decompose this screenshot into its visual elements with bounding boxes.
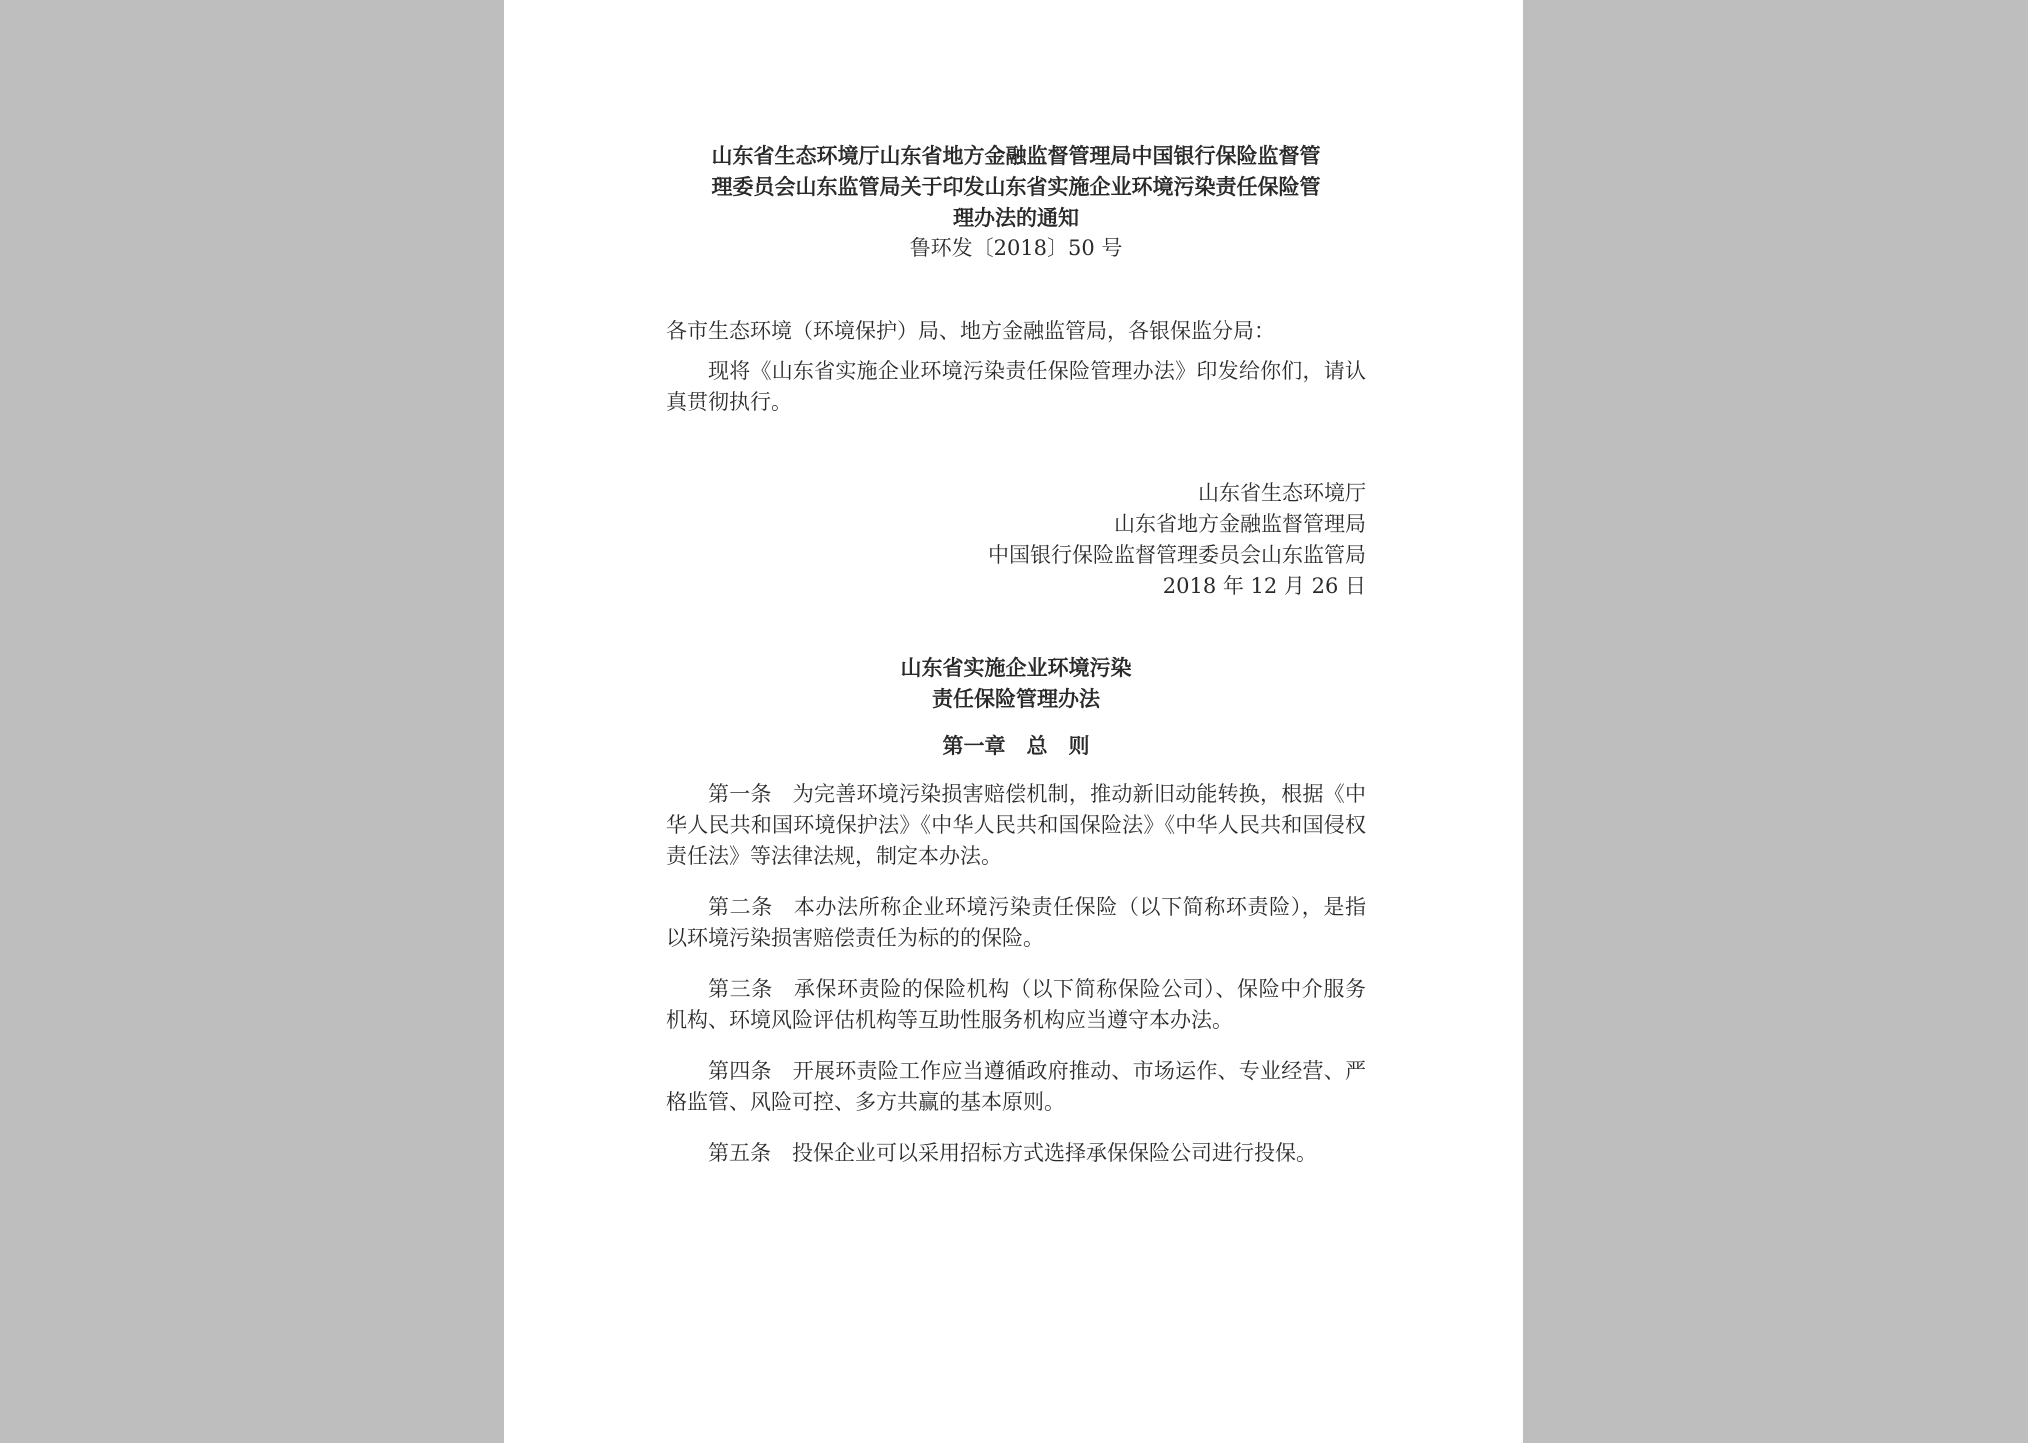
measures-title-line: 山东省实施企业环境污染 (900, 655, 1132, 680)
article-text: 承保环责险的保险机构（以下简称保险公司）、保险中介服务机构、环境风险评估机构等互助性服务机构应当遵守本办法。 (666, 977, 1366, 1032)
document-number: 鲁环发〔2018〕50 号 (909, 236, 1123, 260)
articles-list (666, 779, 1366, 1169)
signatory: 山东省地方金融监督管理局 (1114, 512, 1366, 536)
article-label: 第三条 (708, 977, 773, 1001)
article (666, 1138, 1366, 1169)
notice-title-line: 山东省生态环境厅山东省地方金融监督管理局中国银行保险监督管 (711, 143, 1321, 168)
article (666, 1056, 1366, 1118)
article-label: 第五条 (708, 1141, 771, 1165)
signature-date: 2018 年 12 月 26 日 (1162, 574, 1366, 598)
measures-title (666, 652, 1366, 714)
document-page (504, 0, 1523, 1443)
article-text: 开展环责险工作应当遵循政府推动、市场运作、专业经营、严格监管、风险可控、多方共赢的基本原则。 (666, 1059, 1367, 1114)
signature-block (666, 478, 1366, 602)
addressee: 各市生态环境（环境保护）局、地方金融监管局，各银保监分局： (666, 319, 1275, 343)
notice-title-line: 理办法的通知 (953, 205, 1079, 230)
article (666, 974, 1366, 1036)
article-text: 本办法所称企业环境污染责任保险（以下简称环责险），是指以环境污染损害赔偿责任为标的的保险。 (666, 895, 1366, 950)
document-content (666, 140, 1366, 1169)
intro-paragraph: 现将《山东省实施企业环境污染责任保险管理办法》印发给你们，请认真贯彻执行。 (666, 359, 1366, 414)
article-label: 第四条 (708, 1059, 772, 1083)
notice-title (666, 140, 1366, 233)
notice-title-line: 理委员会山东监管局关于印发山东省实施企业环境污染责任保险管 (711, 174, 1321, 199)
article-label: 第一条 (708, 782, 772, 806)
measures-title-line: 责任保险管理办法 (932, 686, 1100, 711)
article (666, 779, 1366, 872)
article-label: 第二条 (708, 895, 773, 919)
article-text: 为完善环境污染损害赔偿机制，推动新旧动能转换，根据《中华人民共和国环境保护法》《中华人民共和国保险法》《中华人民共和国侵权责任法》等法律法规，制定本办法。 (666, 782, 1367, 868)
article-text: 投保企业可以采用招标方式选择承保保险公司进行投保。 (792, 1141, 1317, 1165)
chapter-title: 第一章 总 则 (942, 733, 1090, 758)
signatory: 中国银行保险监督管理委员会山东监管局 (988, 543, 1366, 567)
signatory: 山东省生态环境厅 (1198, 481, 1366, 505)
article (666, 892, 1366, 954)
